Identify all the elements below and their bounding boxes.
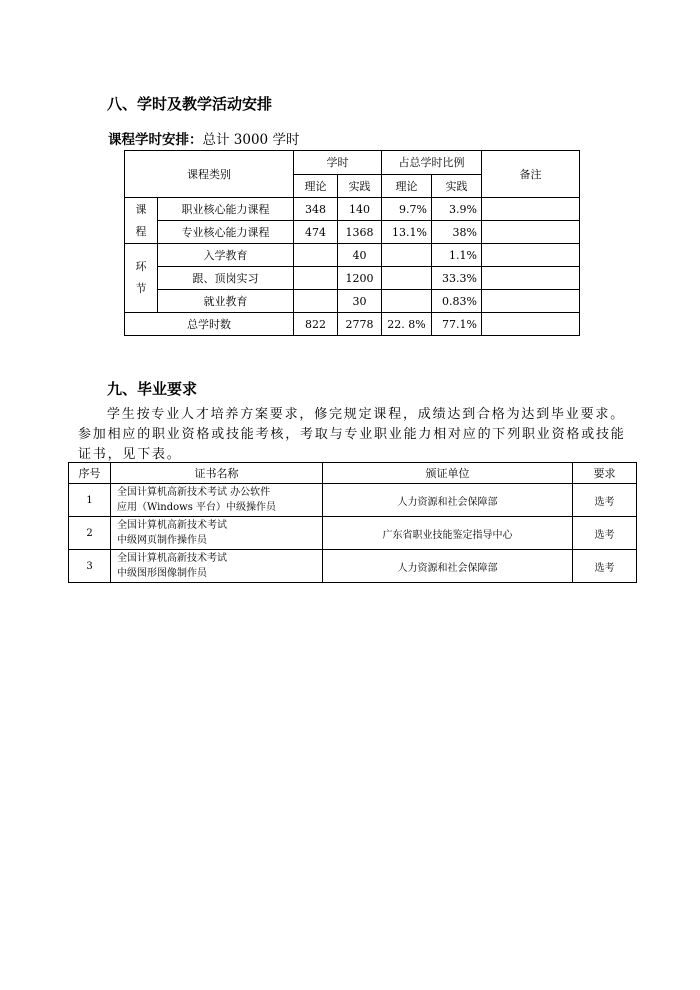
total-remarks bbox=[482, 313, 580, 336]
header-ratio: 占总学时比例 bbox=[382, 151, 482, 175]
hours-table bbox=[124, 150, 580, 336]
table-row bbox=[69, 550, 637, 583]
table-row bbox=[125, 198, 580, 221]
row-theory-ratio: 9.7% bbox=[382, 198, 432, 221]
cert-name-line1: 全国计算机高新技术考试 bbox=[117, 553, 227, 564]
cert-name bbox=[111, 550, 323, 583]
table-row bbox=[125, 267, 580, 290]
row-name: 专业核心能力课程 bbox=[158, 221, 294, 244]
row-theory-ratio bbox=[382, 244, 432, 267]
row-name: 跟、顶岗实习 bbox=[158, 267, 294, 290]
row-practice-ratio: 33.3% bbox=[432, 267, 482, 290]
schedule-total: 总计 3000 学时 bbox=[202, 132, 300, 148]
row-practice-ratio: 1.1% bbox=[432, 244, 482, 267]
row-theory bbox=[294, 244, 338, 267]
certificate-table bbox=[68, 462, 637, 583]
certificate-header-row bbox=[69, 463, 637, 484]
table-row bbox=[69, 517, 637, 550]
section-9-heading: 九、毕业要求 bbox=[107, 380, 198, 398]
table-row bbox=[125, 221, 580, 244]
total-practice-ratio: 77.1% bbox=[432, 313, 482, 336]
header-practice: 实践 bbox=[338, 174, 382, 198]
header-category: 课程类别 bbox=[125, 151, 294, 198]
row-name: 就业教育 bbox=[158, 290, 294, 313]
table-row bbox=[125, 244, 580, 267]
row-practice: 1368 bbox=[338, 221, 382, 244]
row-name: 职业核心能力课程 bbox=[158, 198, 294, 221]
header-remarks: 备注 bbox=[482, 151, 580, 198]
total-practice: 2778 bbox=[338, 313, 382, 336]
row-theory-ratio bbox=[382, 290, 432, 313]
total-row bbox=[125, 313, 580, 336]
header-requirement: 要求 bbox=[573, 463, 637, 484]
total-theory-ratio: 22. 8% bbox=[382, 313, 432, 336]
cert-requirement: 选考 bbox=[573, 484, 637, 517]
header-no: 序号 bbox=[69, 463, 111, 484]
section-8-heading: 八、学时及教学活动安排 bbox=[107, 95, 273, 113]
row-theory: 348 bbox=[294, 198, 338, 221]
graduation-paragraph: 学生按专业人才培养方案要求，修完规定课程，成绩达到合格为达到毕业要求。参加相应的职业资格或技能考核，考取与专业职业能力相对应的下列职业资格或技能证书，见下表。 bbox=[78, 407, 626, 462]
row-remarks bbox=[482, 198, 580, 221]
table-row bbox=[69, 484, 637, 517]
row-theory bbox=[294, 267, 338, 290]
total-theory: 822 bbox=[294, 313, 338, 336]
table-row bbox=[125, 290, 580, 313]
cert-name-line2: 应用（Windows 平台）中级操作员 bbox=[117, 502, 277, 513]
cert-no: 3 bbox=[69, 550, 111, 583]
row-remarks bbox=[482, 267, 580, 290]
group-course-label: 课 程 bbox=[125, 198, 158, 244]
cert-name-line2: 中级网页制作操作员 bbox=[117, 535, 207, 546]
row-practice: 40 bbox=[338, 244, 382, 267]
row-practice: 140 bbox=[338, 198, 382, 221]
row-remarks bbox=[482, 221, 580, 244]
row-practice-ratio: 38% bbox=[432, 221, 482, 244]
row-theory bbox=[294, 290, 338, 313]
cert-requirement: 选考 bbox=[573, 517, 637, 550]
row-remarks bbox=[482, 244, 580, 267]
row-theory-ratio: 13.1% bbox=[382, 221, 432, 244]
cert-issuer: 人力资源和社会保障部 bbox=[323, 484, 573, 517]
row-remarks bbox=[482, 290, 580, 313]
cert-name bbox=[111, 517, 323, 550]
header-cert: 证书名称 bbox=[111, 463, 323, 484]
row-practice: 30 bbox=[338, 290, 382, 313]
row-practice-ratio: 0.83% bbox=[432, 290, 482, 313]
cert-issuer: 广东省职业技能鉴定指导中心 bbox=[323, 517, 573, 550]
row-theory-ratio bbox=[382, 267, 432, 290]
cert-issuer: 人力资源和社会保障部 bbox=[323, 550, 573, 583]
row-practice-ratio: 3.9% bbox=[432, 198, 482, 221]
cert-name bbox=[111, 484, 323, 517]
group-link-label: 环 节 bbox=[125, 244, 158, 313]
cert-no: 1 bbox=[69, 484, 111, 517]
cert-requirement: 选考 bbox=[573, 550, 637, 583]
cert-no: 2 bbox=[69, 517, 111, 550]
row-theory: 474 bbox=[294, 221, 338, 244]
cert-name-line2: 中级图形图像制作员 bbox=[117, 568, 207, 579]
header-theory: 理论 bbox=[294, 174, 338, 198]
header-hours: 学时 bbox=[294, 151, 382, 175]
row-name: 入学教育 bbox=[158, 244, 294, 267]
schedule-line bbox=[108, 128, 299, 148]
header-issuer: 颁证单位 bbox=[323, 463, 573, 484]
cert-name-line1: 全国计算机高新技术考试 办公软件 bbox=[117, 487, 271, 498]
header-theory-ratio: 理论 bbox=[382, 174, 432, 198]
cert-name-line1: 全国计算机高新技术考试 bbox=[117, 520, 227, 531]
header-practice-ratio: 实践 bbox=[432, 174, 482, 198]
total-label: 总学时数 bbox=[125, 313, 294, 336]
schedule-label: 课程学时安排： bbox=[108, 132, 203, 148]
row-practice: 1200 bbox=[338, 267, 382, 290]
